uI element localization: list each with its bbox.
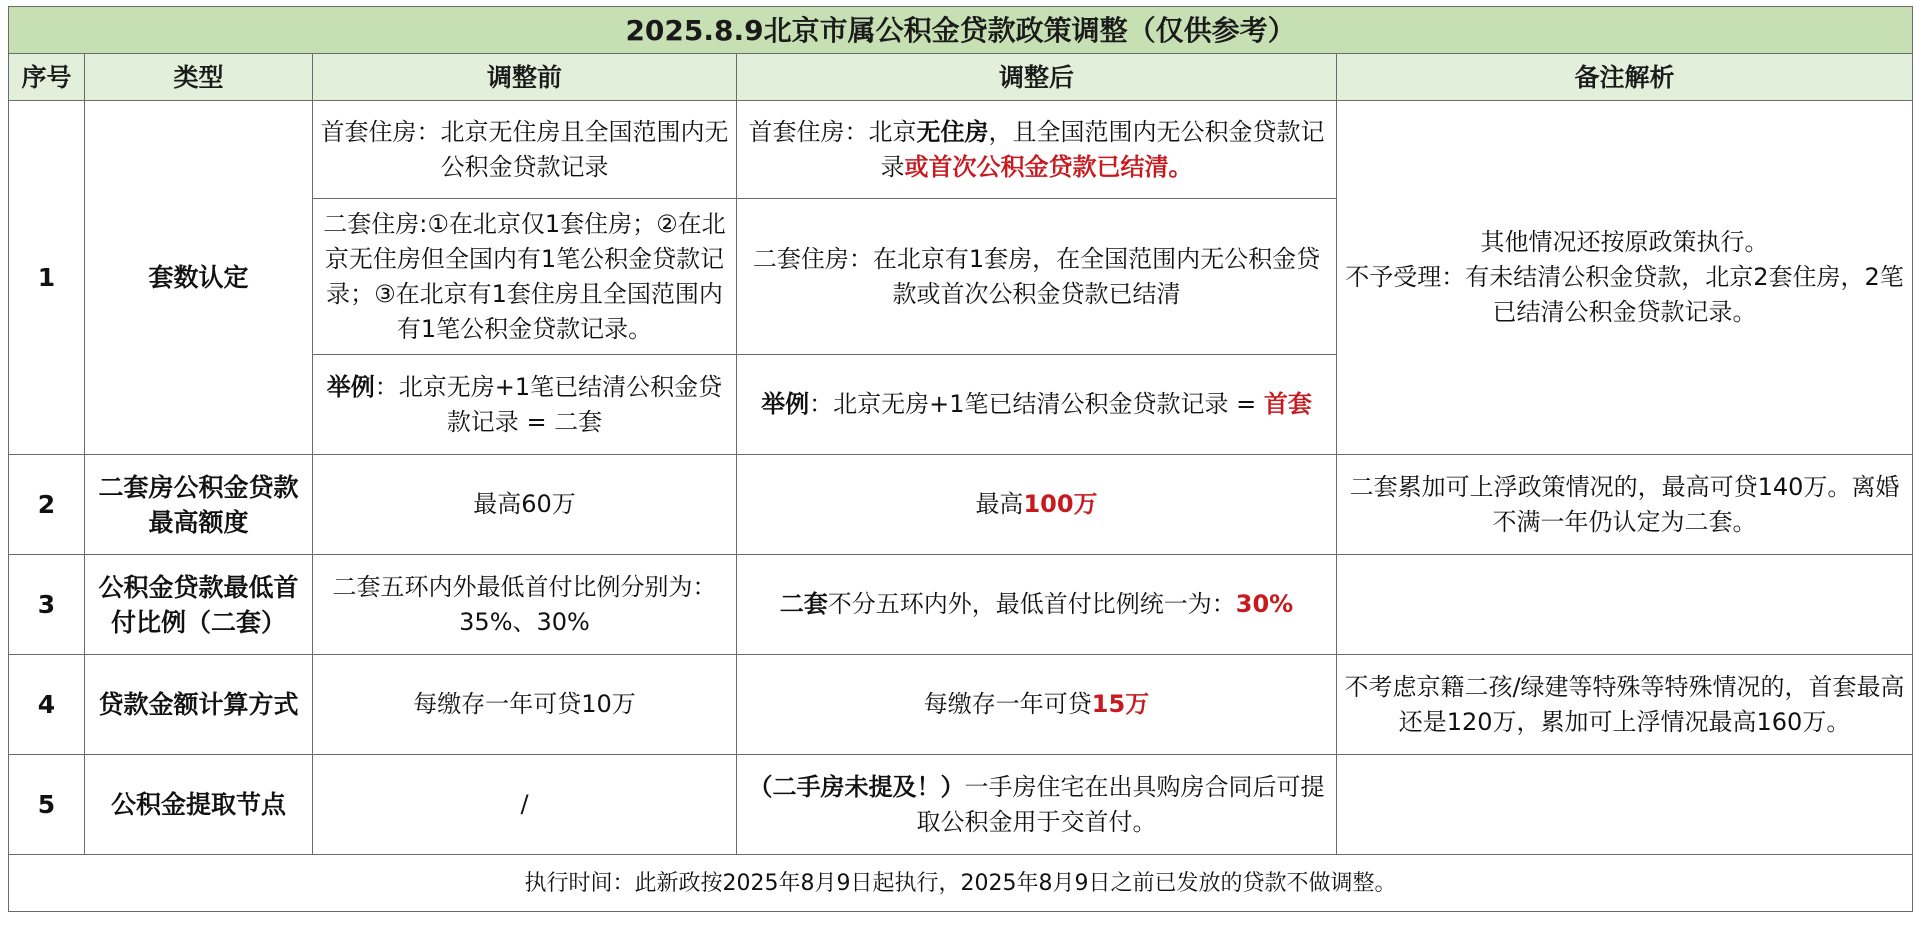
row3-notes [1337, 555, 1913, 655]
table-row-5 [9, 755, 1913, 855]
row1-before-second-home: 二套住房:①在北京仅1套住房；②在北京无住房但全国内有1笔公积金贷款记录；③在北京有1套住房且全国范围内有1笔公积金贷款记录。 [313, 199, 737, 355]
row2-before: 最高60万 [313, 455, 737, 555]
table-row-2 [9, 455, 1913, 555]
header-row [9, 54, 1913, 101]
row2-num: 2 [9, 455, 85, 555]
row1-after-second-home: 二套住房：在北京有1套房，在全国范围内无公积金贷款或首次公积金贷款已结清 [737, 199, 1337, 355]
row2-type: 二套房公积金贷款最高额度 [85, 455, 313, 555]
row4-num: 4 [9, 655, 85, 755]
row1-after-example [737, 355, 1337, 455]
row4-after [737, 655, 1337, 755]
row5-after-bold: （二手房未提及！） [748, 772, 965, 801]
row1-after-first-home [737, 101, 1337, 199]
row5-type: 公积金提取节点 [85, 755, 313, 855]
table-row-1a [9, 101, 1913, 199]
row1-before-example [313, 355, 737, 455]
row4-type: 贷款金额计算方式 [85, 655, 313, 755]
row1-after-first-home-p3: ，且全国范围内无公积金贷款记录 [880, 117, 1325, 181]
row1-after-first-home-p1: 首套住房：北京 [748, 117, 917, 146]
row4-after-p1: 每缴存一年可贷 [923, 690, 1092, 718]
row1-after-example-label: 举例 [761, 390, 810, 418]
row1-after-first-home-bold: 无住房 [916, 117, 989, 146]
row2-after-p1: 最高 [975, 490, 1024, 518]
row1-notes-line2: 不予受理：有未结清公积金贷款，北京2套住房，2笔已结清公积金贷款记录。 [1345, 263, 1904, 326]
row3-num: 3 [9, 555, 85, 655]
row5-num: 5 [9, 755, 85, 855]
footer-row [9, 855, 1913, 912]
row4-after-highlight: 15万 [1091, 690, 1150, 718]
header-notes: 备注解析 [1337, 54, 1913, 101]
row5-notes [1337, 755, 1913, 855]
row3-type: 公积金贷款最低首付比例（二套） [85, 555, 313, 655]
row5-after-p2: 一手房住宅在出具购房合同后可提取公积金用于交首付。 [916, 772, 1325, 836]
row5-after [737, 755, 1337, 855]
row3-after [737, 555, 1337, 655]
table-title: 2025.8.9北京市属公积金贷款政策调整（仅供参考） [9, 7, 1913, 54]
header-type: 类型 [85, 54, 313, 101]
header-after: 调整后 [737, 54, 1337, 101]
row3-before: 二套五环内外最低首付比例分别为：35%、30% [313, 555, 737, 655]
row5-before: / [313, 755, 737, 855]
row1-after-first-home-highlight: 或首次公积金贷款已结清。 [904, 152, 1193, 181]
row1-before-example-text: ：北京无房+1笔已结清公积金贷款记录 = 二套 [374, 372, 723, 436]
header-num: 序号 [9, 54, 85, 101]
table-row-3 [9, 555, 1913, 655]
row3-after-p2: 不分五环内外，最低首付比例统一为： [827, 590, 1236, 618]
policy-table [8, 6, 1913, 912]
header-before: 调整前 [313, 54, 737, 101]
row3-after-highlight: 30% [1235, 590, 1294, 618]
row1-notes-line1: 其他情况还按原政策执行。 [1480, 228, 1769, 256]
row1-after-example-highlight: 首套 [1263, 390, 1312, 418]
row4-notes: 不考虑京籍二孩/绿建等特殊等特殊情况的，首套最高还是120万，累加可上浮情况最高160万。 [1337, 655, 1913, 755]
row1-type: 套数认定 [85, 101, 313, 455]
row4-before: 每缴存一年可贷10万 [313, 655, 737, 755]
title-row [9, 7, 1913, 54]
row1-after-example-text: ：北京无房+1笔已结清公积金贷款记录 = [809, 390, 1264, 418]
row2-after-highlight: 100万 [1023, 490, 1098, 518]
row1-before-first-home: 首套住房：北京无住房且全国范围内无公积金贷款记录 [313, 101, 737, 199]
row1-notes [1337, 101, 1913, 455]
row2-notes: 二套累加可上浮政策情况的，最高可贷140万。离婚不满一年仍认定为二套。 [1337, 455, 1913, 555]
row3-after-bold: 二套 [779, 590, 828, 618]
row2-after [737, 455, 1337, 555]
row1-before-example-label: 举例 [326, 372, 375, 401]
policy-sheet [8, 6, 1912, 918]
footer-effective-date: 执行时间：此新政按2025年8月9日起执行，2025年8月9日之前已发放的贷款不做调整。 [9, 855, 1913, 912]
row1-num: 1 [9, 101, 85, 455]
table-row-4 [9, 655, 1913, 755]
